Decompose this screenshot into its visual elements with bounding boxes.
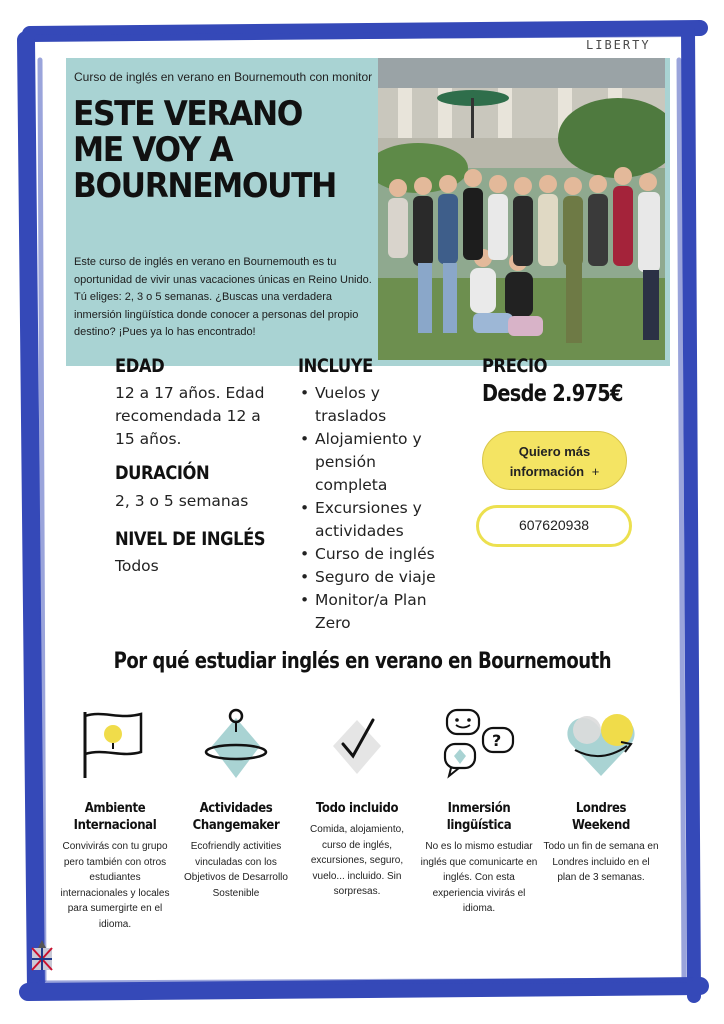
feature-title: Londres Weekend	[572, 801, 630, 833]
more-info-button[interactable]	[482, 431, 627, 490]
feature-title: Actividades Changemaker	[192, 801, 280, 833]
phone-button[interactable]: 607620938	[476, 505, 632, 547]
list-item: • Excursiones y actividades	[298, 497, 448, 543]
section-title: Por qué estudiar inglés en verano en Bournemouth	[113, 649, 611, 674]
duracion-heading: DURACIÓN	[115, 462, 210, 484]
incluye-heading: INCLUYE	[298, 355, 373, 377]
feature-desc: Todo un fin de semana en Londres incluido en el plan de 3 semanas.	[543, 841, 659, 883]
more-info-label: Quiero más información	[509, 444, 591, 479]
checkmark-icon	[317, 706, 397, 782]
feature-ambiente	[56, 706, 174, 932]
feature-title: Todo incluido	[315, 801, 399, 816]
duracion-text: 2, 3 o 5 semanas	[115, 492, 249, 510]
globe-pin-icon	[196, 706, 276, 782]
edad-heading: EDAD	[115, 355, 165, 377]
plus-icon: +	[591, 464, 600, 479]
precio-heading: PRECIO	[482, 355, 548, 377]
nivel-heading: NIVEL DE INGLÉS	[115, 528, 266, 550]
travel-heart-icon	[561, 706, 641, 782]
feature-desc: Comida, alojamiento, curso de inglés, excursiones, seguro, vuelo... incluido. Sin sorpresas.	[310, 824, 404, 897]
hero-subtitle: Curso de inglés en verano en Bournemouth con monitor	[74, 70, 373, 84]
list-item: • Seguro de viaje	[298, 566, 448, 589]
flag-icon	[75, 706, 155, 782]
hero-title: ESTE VERANO ME VOY A BOURNEMOUTH	[73, 94, 336, 206]
list-item: • Alojamiento y pensión completa	[298, 428, 448, 497]
incluye-list	[298, 382, 448, 635]
feature-desc: No es lo mismo estudiar inglés que comunicarte en inglés. Con esta experiencia vivirás el idioma.	[420, 841, 538, 914]
speech-bubbles-icon	[439, 706, 519, 782]
list-item: • Curso de inglés	[298, 543, 448, 566]
list-item: • Monitor/a Plan Zero	[298, 589, 448, 635]
corner-logo-icon	[30, 940, 54, 972]
feature-desc: Convivirás con tu grupo pero también con otros estudiantes internacionales y locales para sumergirte en el idioma.	[60, 841, 170, 930]
feature-inmersion	[420, 706, 538, 917]
feature-londres	[542, 706, 660, 886]
price-value: Desde 2.975€	[482, 381, 623, 407]
feature-title: Ambiente Internacional	[73, 801, 157, 833]
svg-text:?: ?	[492, 731, 502, 750]
brand-logo: LIBERTY	[586, 38, 651, 52]
feature-desc: Ecofriendly activities vinculadas con los Objetivos de Desarrollo Sostenible	[184, 841, 288, 899]
feature-title: Inmersión lingüística	[446, 801, 512, 833]
feature-actividades	[177, 706, 295, 901]
nivel-text: Todos	[115, 557, 159, 575]
feature-todo-incluido	[298, 706, 416, 900]
edad-text: 12 a 17 años. Edad recomendada 12 a 15 años.	[115, 384, 265, 448]
hero-description: Este curso de inglés en verano en Bournemouth es tu oportunidad de vivir unas vacaciones únicas en Reino Unido. Tú eliges: 2, 3 o 5 semanas. ¿Buscas una verdadera inmersión lingüística donde conocer a personas del propio destino? ¡Pues ya lo has encontrado!	[74, 256, 372, 338]
group-photo	[378, 58, 665, 360]
list-item: • Vuelos y traslados	[298, 382, 448, 428]
